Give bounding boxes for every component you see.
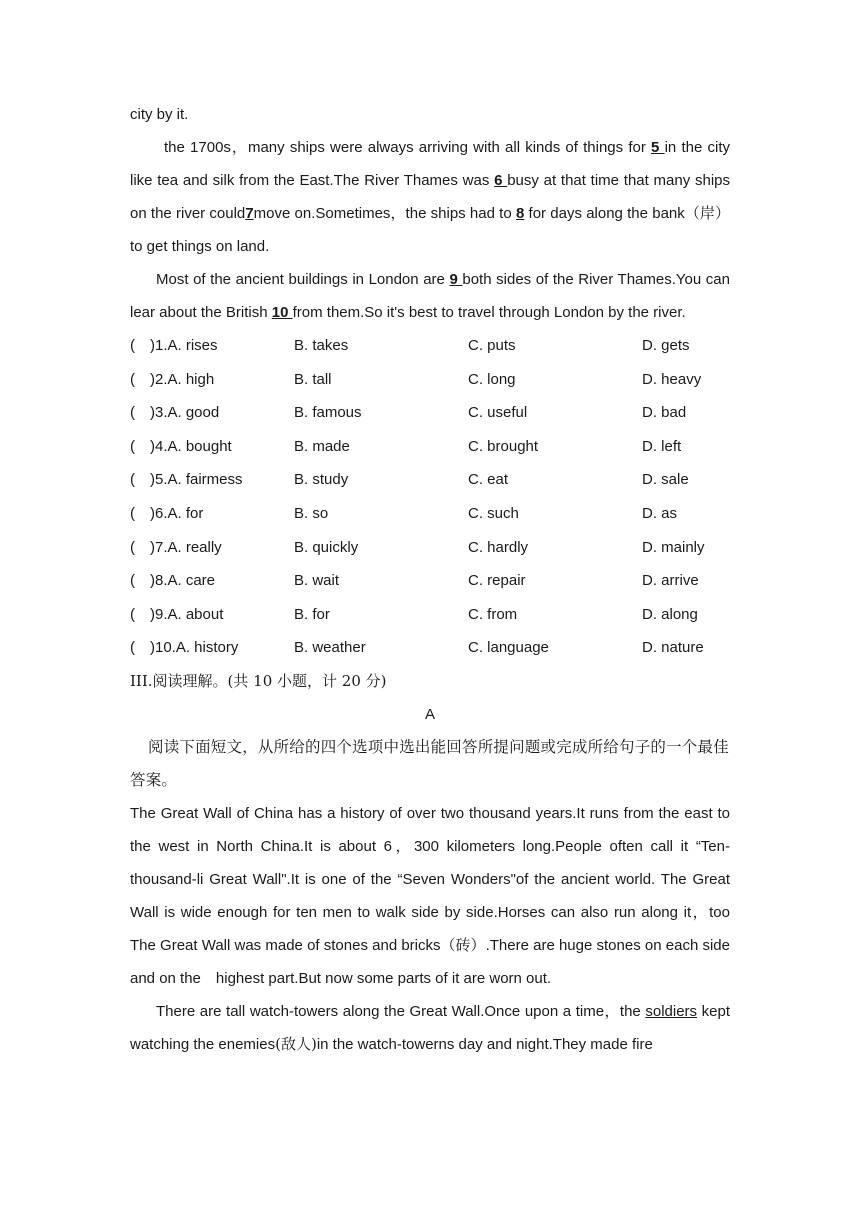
- option-c: C. such: [468, 504, 519, 522]
- option-c: C. repair: [468, 572, 526, 590]
- option-b: B. quickly: [294, 538, 359, 556]
- option-d: D. heavy: [642, 370, 702, 388]
- option-d: D. nature: [642, 639, 704, 657]
- page-content: [130, 98, 730, 1061]
- option-a: ( )7.A. really: [130, 538, 222, 556]
- option-c: C. brought: [468, 437, 539, 455]
- reading-instructions: 阅读下面短文，从所给的四个选项中选出能回答所提问题或完成所给句子的一个最佳答案。: [130, 737, 729, 789]
- option-d: D. bad: [642, 404, 687, 422]
- passage-paragraph-1: [130, 131, 730, 263]
- passage-text: from them.So it's best to travel through London by the river.: [292, 304, 686, 321]
- passage-text: the 1700s，many ships were always arriving with all kinds of things for: [164, 139, 652, 156]
- option-d: D. sale: [642, 471, 689, 489]
- reading-text: There are tall watch-towers along the Great Wall.Once upon a time，the: [156, 1002, 646, 1020]
- option-row: [130, 430, 730, 464]
- option-row: [130, 463, 730, 497]
- option-c: C. from: [468, 605, 518, 623]
- blank-number: 10: [271, 304, 293, 321]
- option-b: B. takes: [294, 337, 349, 354]
- blank-number: 9: [449, 271, 463, 288]
- option-c: C. eat: [468, 471, 509, 489]
- reading-text: .There are huge stones on each side and on the highest part.But now some parts of it are worn out.: [130, 936, 730, 987]
- chinese-gloss: （岸）: [684, 204, 730, 222]
- passage-text: busy at that time that many ships on the river could: [130, 172, 731, 222]
- passage-text: move on.Sometimes，the ships had to: [253, 205, 516, 222]
- option-a: ( )2.A. high: [130, 370, 215, 388]
- blank-number: 8: [515, 205, 525, 222]
- option-a: ( )8.A. care: [130, 572, 216, 590]
- passage-text: to get things on land.: [130, 238, 270, 255]
- option-a: ( )6.A. for: [130, 504, 204, 522]
- reading-text: in the watch-towerns day and night.They made fire: [316, 1035, 653, 1053]
- reading-text: kept watching the enemies: [130, 1002, 730, 1053]
- underlined-word: soldiers: [645, 1002, 698, 1020]
- reading-paragraph-1: [130, 797, 730, 995]
- option-row: [130, 329, 730, 363]
- option-a: ( )3.A. good: [130, 404, 220, 422]
- passage-text: for days along the bank: [524, 205, 685, 222]
- passage-paragraph-2: [130, 263, 730, 329]
- reading-text: The Great Wall of China has a history of over two thousand years.It runs from the east to the west in North China.It is about 6，300 kilometers long.People often call it “Ten-thousand-li Great Wall".It is one of the “Seven Wonders"of the ancient world. The Great Wall is wide enough for ten men to walk side by side.Horses can also run along it，too The Great Wall was made of stones and bricks: [130, 804, 730, 954]
- option-c: C. language: [468, 639, 549, 657]
- blank-number: 5: [651, 139, 665, 156]
- option-b: B. made: [294, 437, 350, 455]
- reading-paragraph-2: [130, 995, 730, 1061]
- option-c: C. puts: [468, 337, 516, 354]
- option-row: [130, 497, 730, 531]
- option-row: [130, 631, 730, 665]
- option-a: ( )5.A. fairmess: [130, 471, 243, 489]
- option-row: [130, 564, 730, 598]
- passage-letter: A: [424, 705, 435, 723]
- option-a: ( )1.A. rises: [130, 337, 218, 354]
- passage-text: city by it.: [130, 106, 189, 123]
- option-d: D. arrive: [642, 572, 699, 590]
- option-d: D. along: [642, 605, 698, 623]
- option-a: ( )4.A. bought: [130, 437, 232, 455]
- option-b: B. so: [294, 504, 329, 522]
- section-heading: III.阅读理解。(共 10 小题，计 20 分): [130, 671, 387, 690]
- passage-text: both sides of the River Thames.You can lear about the British: [130, 271, 730, 321]
- passage-text: Most of the ancient buildings in London are: [156, 271, 450, 288]
- option-b: B. wait: [294, 572, 340, 590]
- answer-options: [130, 329, 730, 665]
- option-d: D. mainly: [642, 538, 705, 556]
- option-row: [130, 396, 730, 430]
- option-d: D. gets: [642, 337, 690, 354]
- option-b: B. for: [294, 605, 330, 623]
- option-d: D. as: [642, 504, 678, 522]
- option-a: ( )9.A. about: [130, 605, 224, 623]
- option-row: [130, 363, 730, 397]
- chinese-gloss: (敌人): [275, 1034, 317, 1053]
- option-c: C. hardly: [468, 538, 529, 556]
- option-c: C. long: [468, 370, 516, 388]
- option-b: B. study: [294, 471, 349, 489]
- option-a: ( )10.A. history: [130, 639, 239, 657]
- blank-number: 7: [245, 205, 254, 222]
- passage-paragraph-0: [130, 98, 730, 131]
- passage-text: in the city like tea and silk from the East.The River Thames was: [130, 139, 731, 189]
- option-d: D. left: [642, 437, 682, 455]
- option-b: B. weather: [294, 639, 366, 657]
- option-row: [130, 531, 730, 565]
- blank-number: 6: [494, 172, 508, 189]
- chinese-gloss: （砖）: [440, 935, 486, 954]
- option-b: B. famous: [294, 404, 362, 422]
- option-row: [130, 598, 730, 632]
- option-b: B. tall: [294, 370, 332, 388]
- option-c: C. useful: [468, 404, 528, 422]
